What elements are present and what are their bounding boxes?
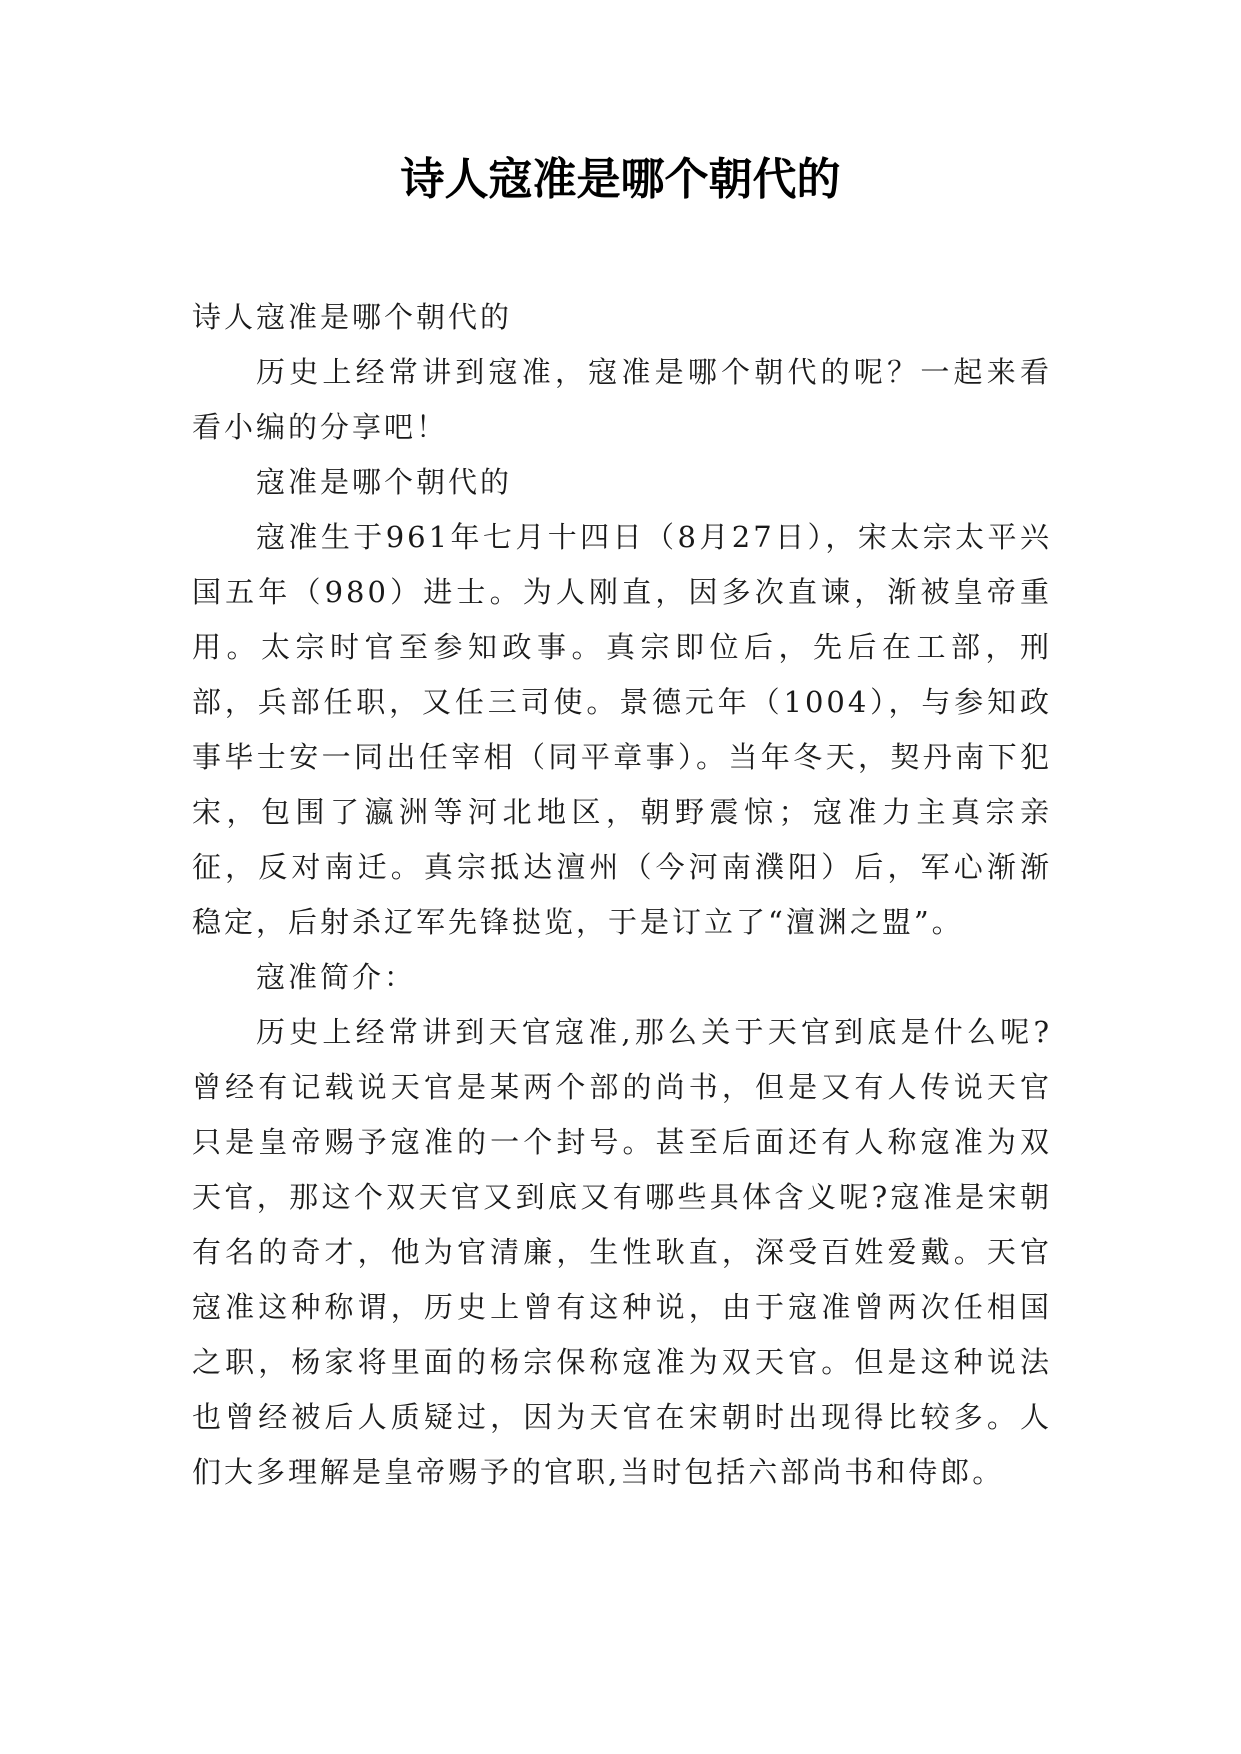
paragraph-biography: 寇准生于961年七月十四日（8月27日），宋太宗太平兴国五年（980）进士。为人刚直，因多次直谏，渐被皇帝重用。太宗时官至参知政事。真宗即位后，先后在工部，刑部，兵部任职，又任三司使。景德元年（1004），与参知政事毕士安一同出任宰相（同平章事）。当年冬天，契丹南下犯宋，包围了瀛洲等河北地区，朝野震惊；寇准力主真宗亲征，反对南迁。真宗抵达澶州（今河南濮阳）后，军心渐渐稳定，后射杀辽军先锋挞览，于是订立了“澶渊之盟”。 — [192, 520, 1052, 939]
paragraph-heading: 诗人寇准是哪个朝代的 — [192, 300, 513, 334]
paragraph-intro: 历史上经常讲到寇准，寇准是哪个朝代的呢？一起来看看小编的分享吧！ — [192, 355, 1052, 444]
paragraph-subheading-profile: 寇准简介： — [256, 960, 417, 994]
paragraph-subheading-dynasty: 寇准是哪个朝代的 — [256, 465, 513, 499]
paragraph-tianguan: 历史上经常讲到天官寇准,那么关于天官到底是什么呢?曾经有记载说天官是某两个部的尚书，但是又有人传说天官只是皇帝赐予寇准的一个封号。甚至后面还有人称寇准为双天官，那这个双天官又到底又有哪些具体含义呢?寇准是宋朝有名的奇才，他为官清廉，生性耿直，深受百姓爱戴。天官寇准这种称谓，历史上曾有这种说，由于寇准曾两次任相国之职，杨家将里面的杨宗保称寇准为双天官。但是这种说法也曾经被后人质疑过，因为天官在宋朝时出现得比较多。人们大多理解是皇帝赐予的官职,当时包括六部尚书和侍郎。 — [192, 1015, 1052, 1489]
document-title: 诗人寇准是哪个朝代的 — [400, 154, 841, 205]
document-body — [192, 290, 1052, 1500]
